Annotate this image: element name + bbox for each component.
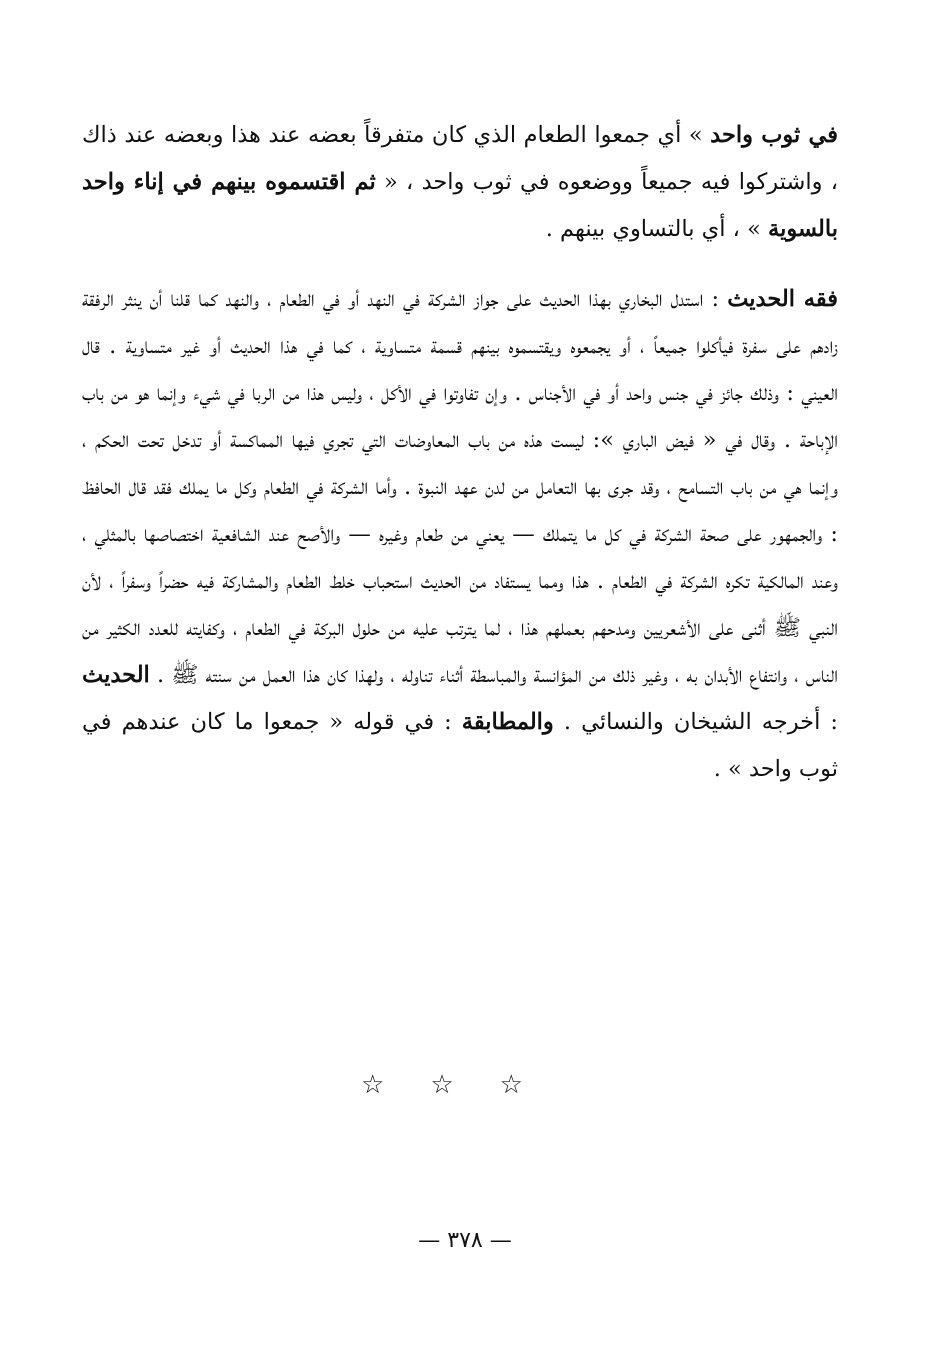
section-heading: فقه الحديث — [727, 286, 838, 312]
plain-text: : أخرجه الشيخان والنسائي . — [553, 709, 838, 735]
star-icon: ☆ — [361, 1070, 431, 1100]
paragraph-1-text — [82, 112, 838, 253]
bold-phrase: ثم اقتسموه بينهم في إناء واحد بالسوية — [82, 169, 838, 242]
plain-text: » ، أي بالتساوي بينهم . — [545, 216, 768, 242]
star-icon: ☆ — [430, 1070, 500, 1100]
star-separator — [0, 1070, 930, 1100]
bold-phrase: في ثوب واحد — [710, 122, 838, 148]
bold-phrase: الحديث — [82, 662, 150, 688]
star-icon: ☆ — [499, 1070, 569, 1100]
paragraph-2-text — [82, 276, 838, 793]
bold-phrase: والمطابقة — [461, 709, 554, 735]
plain-text: » أي جمعوا الطعام الذي كان متفرقاً بعضه عند هذا وبعضه عند ذاك ، واشتركوا فيه جميعاً ووضعوه في ثوب واحد ، « — [82, 122, 838, 195]
paragraph-fiqh-al-hadith — [82, 276, 838, 793]
plain-text: : استدل البخاري بهذا الحديث على جواز الشركة في النهد أو في الطعام ، والنهد كما قلنا أن ينثر الرفقة زادهم على سفرة فيأكلوا جميعاً ، أو يجمعوه ويقتسموه بينهم قسمة متساوية ، كما في هذا الحديث أو غير متساوية . قال العيني : وذلك جائز في جنس واحد أو في الأجناس . وإن تفاوتوا في الأكل ، وليس هذا من الربا في شيء وإنما هو من باب الإباحة . وقال في « فيض الباري »: ليست هذه من باب المعاوضات التي تجري فيها المماكسة أو تدخل تحت الحكم ، وإنما هي من باب التسامح ، وقد جرى بها التعامل من لدن عهد النبوة . وأما الشركة في الطعام وكل ما يملك فقد قال الحافظ : والجمهور على صحة الشركة في كل ما يتملك — يعني من طعام وغيره — والأصح عند الشافعية اختصاصها بالمثلي ، وعند المالكية تكره الشركة في الطعام . هذا ومما يستفاد من الحديث استحباب خلط الطعام والمشاركة فيه حضراً وسفراً ، لأن النبي ﷺ أثنى على الأشعريين ومدحهم بعملهم هذا ، لما يترتب عليه من حلول البركة في الطعام ، وكفايته للعدد الكثير من الناس ، وانتفاع الأبدان به ، وغير ذلك من المؤانسة والمباسطة أثناء تناوله ، ولهذا كان هذا العمل من سنته ﷺ . — [82, 286, 838, 688]
page-number: — ٣٧٨ — — [418, 1228, 512, 1253]
plain-text: : في قوله « جمعوا ما كان عندهم في ثوب واحد » . — [82, 709, 838, 782]
paragraph-explanation — [82, 112, 838, 253]
